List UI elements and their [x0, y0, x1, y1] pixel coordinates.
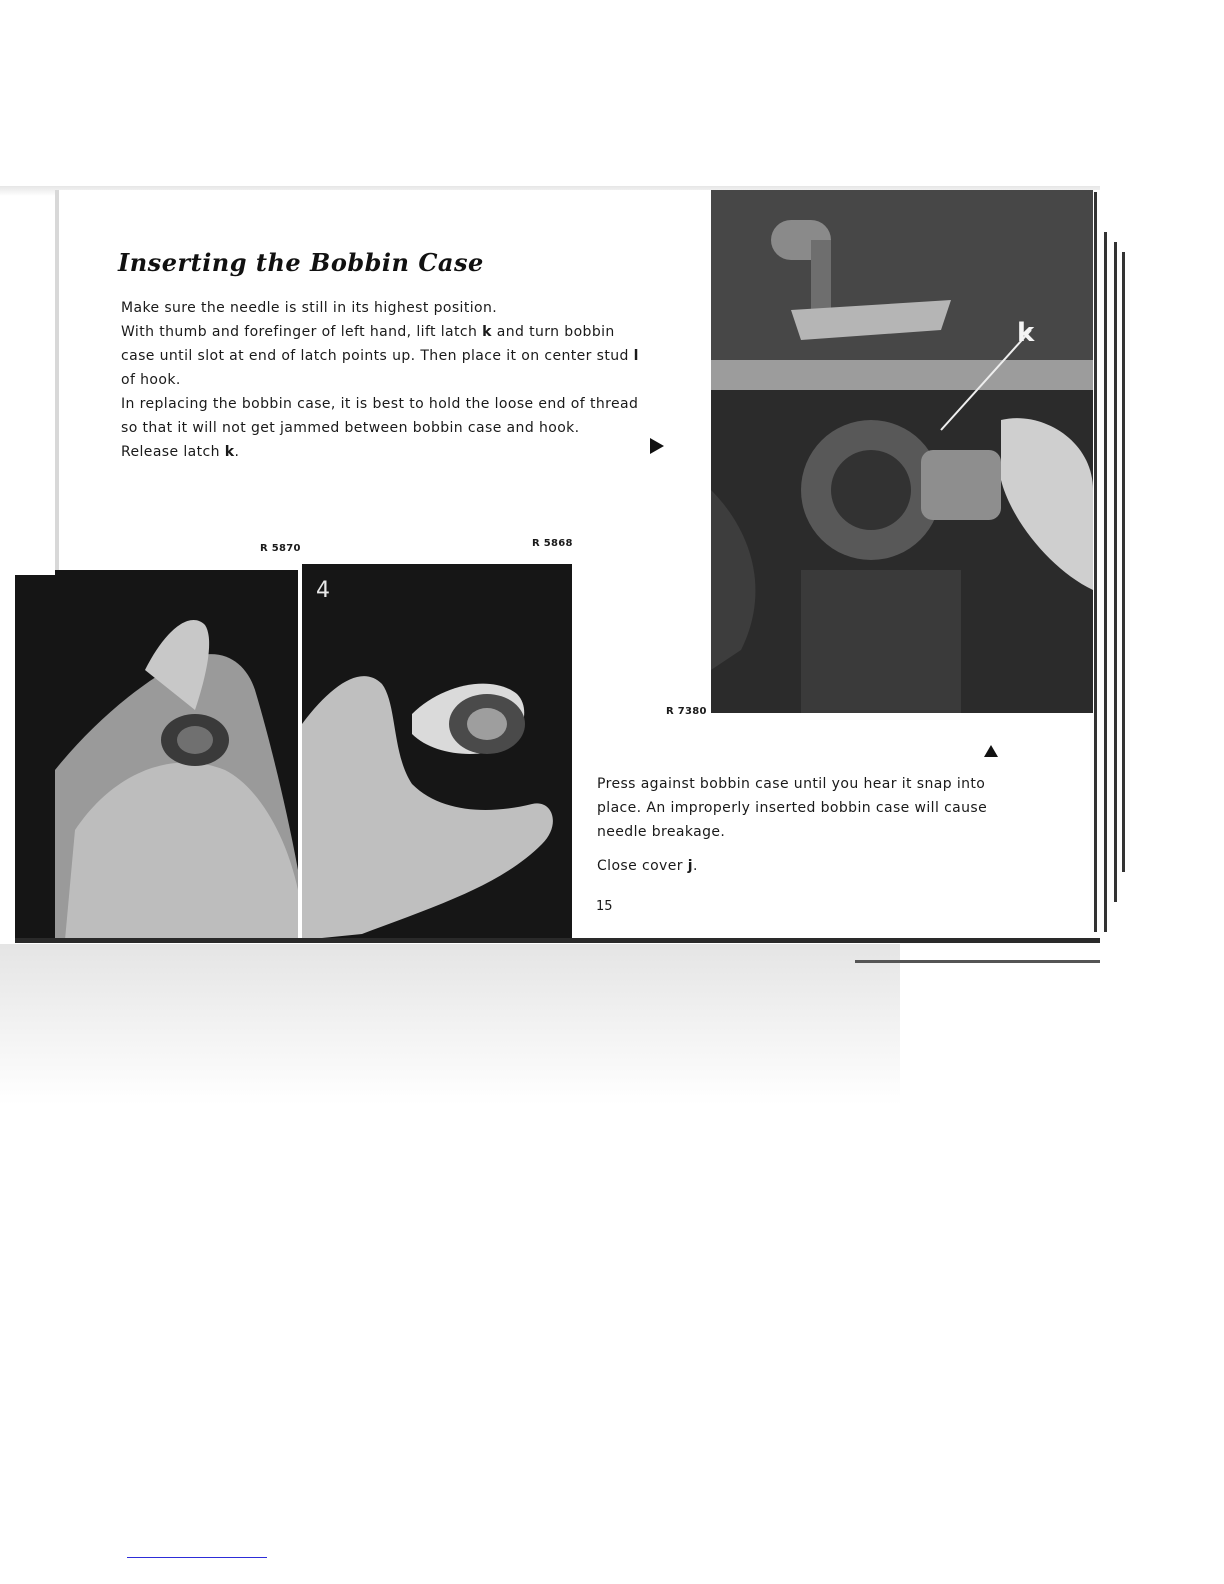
instructions-text	[121, 296, 641, 464]
latch-k-label: k	[1017, 318, 1035, 348]
photo-hands-holding-bobbin-case	[55, 570, 298, 940]
triangle-up-icon	[984, 745, 998, 757]
photo-bobbin-case-in-hook	[711, 190, 1093, 713]
page-number: 15	[596, 899, 613, 914]
instruction-lift-latch: With thumb and forefinger of left hand, lift latch k and turn bobbin case until slot at end of latch points up. Then place it on center stud l of hook.	[121, 324, 639, 388]
figure-label-r5870: R 5870	[260, 543, 301, 554]
instruction-needle: Make sure the needle is still in its highest position.	[121, 300, 498, 316]
stud-l-ref: l	[633, 348, 639, 364]
photo-hand-holding-bobbin	[302, 564, 572, 940]
caption-text	[597, 772, 1007, 878]
caption-close-cover: Close cover j.	[597, 858, 698, 874]
cover-j-ref: j	[687, 858, 693, 874]
page-stack-edge	[1092, 192, 1130, 972]
triangle-right-icon	[650, 438, 664, 454]
figure-label-r5868: R 5868	[532, 538, 573, 549]
latch-k-ref: k	[482, 324, 492, 340]
page-bottom-edge-secondary	[855, 960, 1100, 963]
latch-k-ref-2: k	[224, 444, 235, 460]
page-title: Inserting the Bobbin Case	[118, 248, 484, 277]
caption-press: Press against bobbin case until you hear it snap into place. An improperly inserted bobbin case will cause needle breakage.	[597, 776, 988, 840]
scan-smudge	[0, 944, 900, 1174]
footer-rule	[127, 1557, 267, 1558]
page-bottom-edge	[15, 938, 1100, 943]
figure-label-r7380: R 7380	[666, 706, 707, 717]
instruction-replacing: In replacing the bobbin case, it is best to hold the loose end of thread so that it will not get jammed between bobbin case and hook. Release latch k.	[121, 396, 639, 460]
photo-edge-strip	[15, 575, 55, 940]
figure-number: 4	[316, 578, 330, 603]
